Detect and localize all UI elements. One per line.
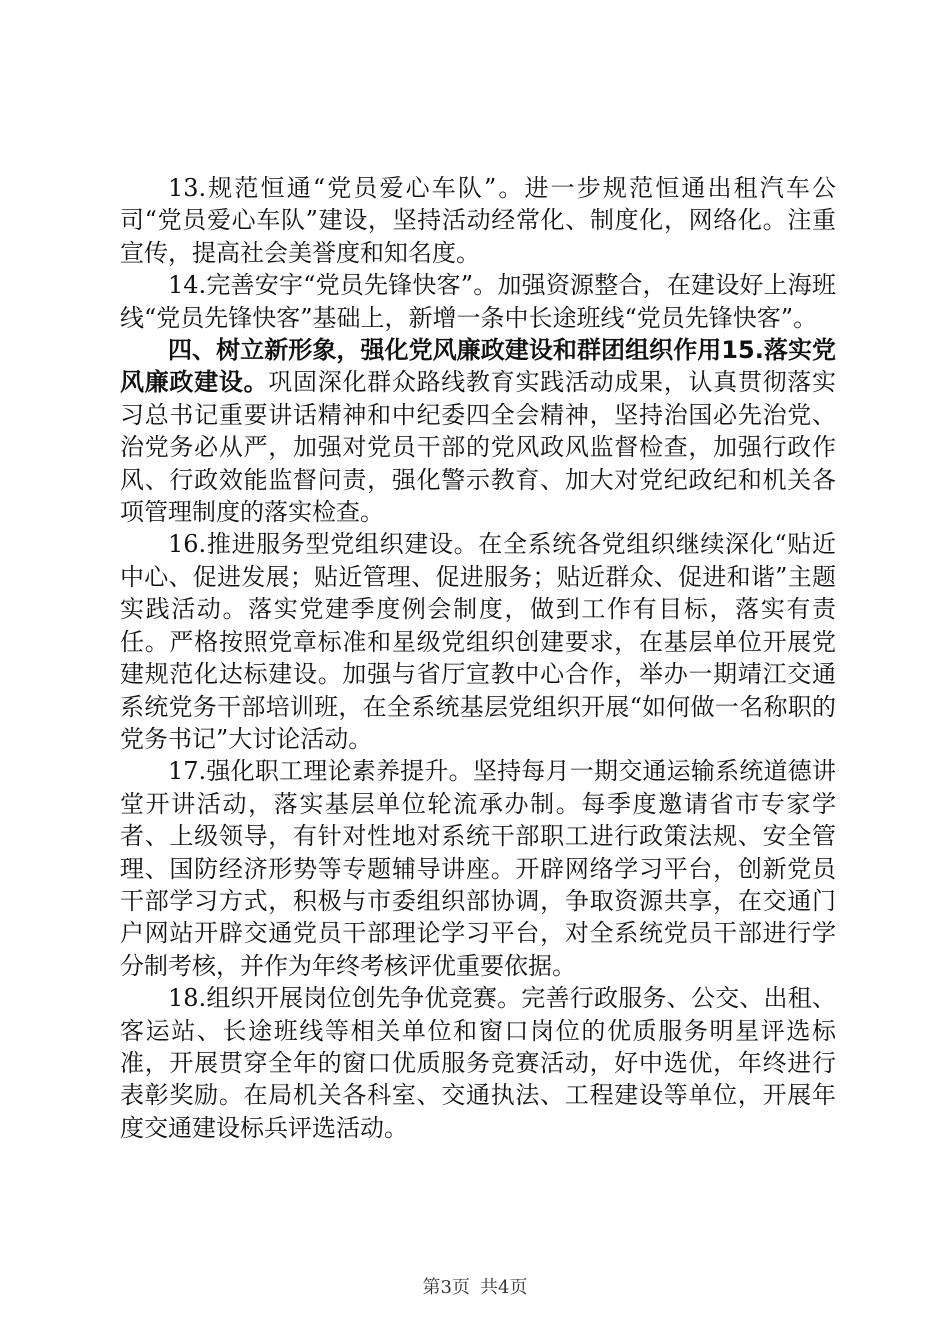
page-number-current: 第3页 (422, 1277, 470, 1298)
paragraph-18: 18.组织开展岗位创先争优竞赛。完善行政服务、公交、出租、客运站、长途班线等相关单位和窗口岗位的优质服务明星评选标准，开展贯穿全年的窗口优质服务竞赛活动，好中选优，年终进行表彰奖励。在局机关各科室、交通执法、工程建设等单位，开展年度交通建设标兵评选活动。 (120, 984, 836, 1142)
page-footer (0, 1273, 950, 1299)
paragraph-15-body: 巩固深化群众路线教育实践活动成果，认真贯彻落实习总书记重要讲话精神和中纪委四全会精神，坚持治国必先治党、治党务必从严，加强对党员干部的党风政风监督检查，加强行政作风、行政效能监督问责，强化警示教育、加大对党纪政纪和机关各项管理制度的落实检查。 (120, 368, 837, 527)
paragraph-17: 17.强化职工理论素养提升。坚持每月一期交通运输系统道德讲堂开讲活动，落实基层单位轮流承办制。每季度邀请省市专家学者、上级领导，有针对性地对系统干部职工进行政策法规、安全管理、国防经济形势等专题辅导讲座。开辟网络学习平台，创新党员干部学习方式，积极与市委组织部协调，争取资源共享，在交通门户网站开辟交通党员干部理论学习平台，对全系统党员干部进行学分制考核，并作为年终考核评优重要依据。 (120, 757, 836, 980)
page-number-total: 共4页 (480, 1277, 528, 1298)
paragraph-13: 13.规范恒通“党员爱心车队”。进一步规范恒通出租汽车公司“党员爱心车队”建设，坚持活动经常化、制度化，网络化。注重宣传，提高社会美誉度和知名度。 (120, 174, 836, 267)
document-body (120, 172, 836, 1144)
section-four-paragraph (120, 334, 836, 528)
paragraph-16: 16.推进服务型党组织建设。在全系统各党组织继续深化“贴近中心、促进发展；贴近管理、促进服务；贴近群众、促进和谐”主题实践活动。落实党建季度例会制度，做到工作有目标，落实有责任。严格按照党章标准和星级党组织创建要求，在基层单位开展党建规范化达标建设。加强与省厅宣教中心合作，举办一期靖江交通系统党务干部培训班，在全系统基层党组织开展“如何做一名称职的党务书记”大讨论活动。 (120, 530, 836, 753)
paragraph-14: 14.完善安宇“党员先锋快客”。加强资源整合，在建设好上海班线“党员先锋快客”基础上，新增一条中长途班线“党员先锋快客”。 (120, 271, 836, 332)
section-four-heading: 四、树立新形象，强化党风廉政建设和群团组织作用15.落实党风廉政建设。 (120, 336, 836, 397)
